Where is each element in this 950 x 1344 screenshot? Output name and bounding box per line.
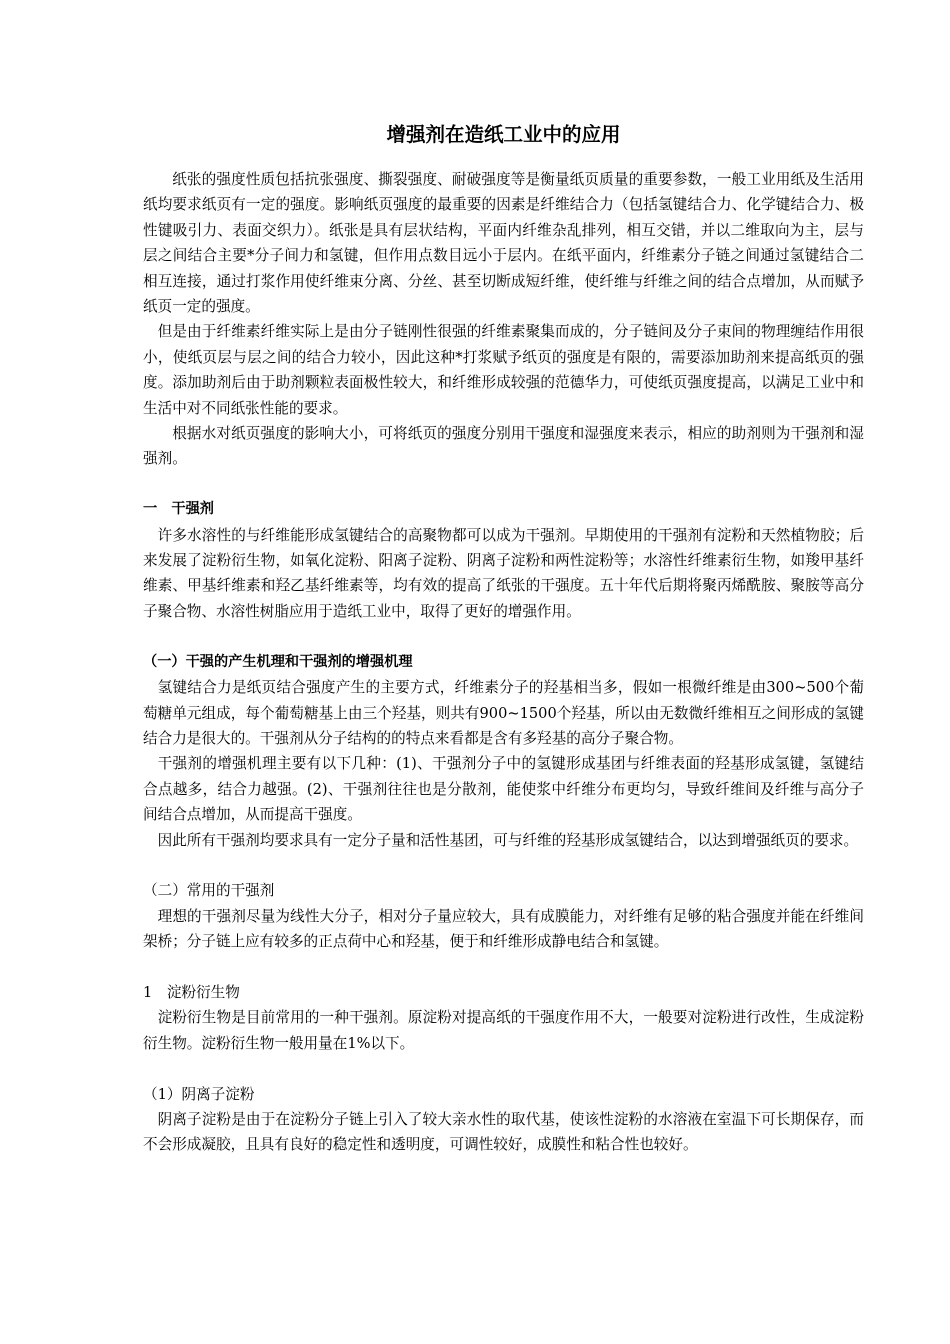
section-paragraph-dry-strength: 许多水溶性的与纤维能形成氢键结合的高聚物都可以成为干强剂。早期使用的干强剂有淀粉和天然植物胶；后来发展了淀粉衍生物，如氧化淀粉、阳离子淀粉、阴离子淀粉和两性淀粉等；水溶性纤维素衍生物，如羧甲基纤维素、甲基纤维素和羟乙基纤维素等，均有效的提高了纸张的干强度。五十年代后期将聚丙烯酰胺、聚胺等高分子聚合物、水溶性树脂应用于造纸工业中，取得了更好的增强作用。 xyxy=(143,526,864,620)
document-page xyxy=(143,120,864,1158)
item-heading-anionic-starch: （1）阴离子淀粉 xyxy=(143,1085,255,1103)
subsection-paragraph-mechanism-1: 氢键结合力是纸页结合强度产生的主要方式，纤维素分子的羟基相当多，假如一根微纤维是由300~500个葡萄糖单元组成，每个葡萄糖基上由三个羟基，则共有900~1500个羟基，所以由无数微纤维相互之间形成的氢键结合力是很大的。干强剂从分子结构的的特点来看都是含有多羟基的高分子聚合物。 xyxy=(143,679,864,747)
spacer xyxy=(143,955,864,980)
section-heading-dry-strength: 一 干强剂 xyxy=(143,501,214,518)
intro-paragraph-3: 根据水对纸页强度的影响大小，可将纸页的强度分别用干强度和湿强度来表示，相应的助剂则为干强剂和湿强剂。 xyxy=(143,425,864,468)
item-heading-starch-derivatives: 1 淀粉衍生物 xyxy=(143,983,240,1001)
subsection-heading-mechanism: （一）干强的产生机理和干强剂的增强机理 xyxy=(143,653,413,670)
intro-paragraph-2: 但是由于纤维素纤维实际上是由分子链刚性很强的纤维素聚集而成的，分子链间及分子束间的物理缠结作用很小，使纸页层与层之间的结合力较小，因此这种*打浆赋予纸页的强度是有限的，需要添加助剂来提高纸页的强度。添加助剂后由于助剂颗粒表面极性较大，和纤维形成较强的范德华力，可使纸页强度提高，以满足工业中和生活中对不同纸张性能的要求。 xyxy=(143,323,864,417)
spacer xyxy=(143,624,864,649)
subsection-paragraph-common-agents: 理想的干强剂尽量为线性大分子，相对分子量应较大，具有成膜能力，对纤维有足够的粘合强度并能在纤维间架桥；分子链上应有较多的正点荷中心和羟基，便于和纤维形成静电结合和氢键。 xyxy=(143,907,864,951)
spacer xyxy=(143,853,864,878)
item-paragraph-anionic-starch: 阴离子淀粉是由于在淀粉分子链上引入了较大亲水性的取代基，使该性淀粉的水溶液在室温下可长期保存，而不会形成凝胶，且具有良好的稳定性和透明度，可调性较好，成膜性和粘合性也较好。 xyxy=(143,1110,864,1154)
subsection-heading-common-agents: （二）常用的干强剂 xyxy=(143,882,275,900)
subsection-paragraph-mechanism-2: 干强剂的增强机理主要有以下几种：(1)、干强剂分子中的氢键形成基团与纤维表面的羟基形成氢键，氢键结合点越多，结合力越强。(2)、干强剂往往也是分散剂，能使浆中纤维分布更均匀，导致纤维间及纤维与高分子间结合点增加，从而提高干强度。 xyxy=(143,755,864,824)
spacer xyxy=(143,1056,864,1081)
intro-paragraph-1: 纸张的强度性质包括抗张强度、撕裂强度、耐破强度等是衡量纸页质量的重要参数，一般工业用纸及生活用纸均要求纸页有一定的强度。影响纸页强度的最重要的因素是纤维结合力（包括氢键结合力、化学键结合力、极性键吸引力、表面交织力）。纸张是具有层状结构，平面内纤维杂乱排列，相互交错，并以二维取向为主，层与层之间结合主要*分子间力和氢键，但作用点数目远小于层内。在纸平面内，纤维素分子链之间通过氢键结合二相互连接，通过打浆作用使纤维束分离、分丝、甚至切断成短纤维，使纤维与纤维之间的结合点增加，从而赋予纸页一定的强度。 xyxy=(143,171,864,316)
subsection-paragraph-mechanism-3: 因此所有干强剂均要求具有一定分子量和活性基团，可与纤维的羟基形成氢键结合，以达到增强纸页的要求。 xyxy=(157,831,859,849)
document-title: 增强剂在造纸工业中的应用 xyxy=(386,123,621,146)
item-paragraph-starch-derivatives: 淀粉衍生物是目前常用的一种干强剂。原淀粉对提高纸的干强度作用不大，一般要对淀粉进行改性，生成淀粉衍生物。淀粉衍生物一般用量在1%以下。 xyxy=(143,1009,864,1052)
spacer xyxy=(143,472,864,497)
